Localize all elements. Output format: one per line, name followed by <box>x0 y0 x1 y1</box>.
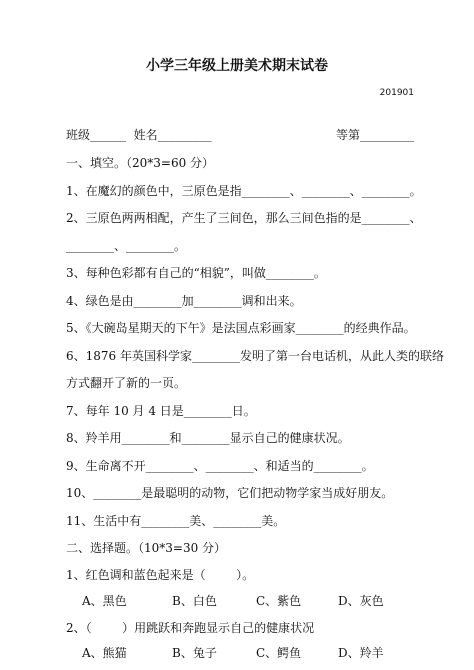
question-1-7: 7、每年 10 月 4 日是________日。 <box>66 403 256 418</box>
rank-field: 等第_________ <box>336 128 415 142</box>
option-2-1-c: C、紫色 <box>256 594 302 608</box>
question-1-4: 4、绿色是由________加________调和出来。 <box>66 293 302 308</box>
option-2-1-b: B、白色 <box>172 594 217 608</box>
question-1-10: 10、________是最聪明的动物，它们把动物学家当成好朋友。 <box>66 486 394 501</box>
question-2-2: 2、（ ）用跳跃和奔跑显示自己的健康状况 <box>66 620 315 635</box>
question-1-2-line1: 2、三原色两两相配，产生了三间色，那么三间色指的是________、 <box>66 211 422 226</box>
option-2-1-a: A、黑色 <box>82 594 127 608</box>
option-2-1-d: D、灰色 <box>338 594 384 608</box>
exam-title: 小学三年级上册美术期末试卷 <box>146 58 328 74</box>
section1-heading: 一、填空。（20*3=60 分） <box>66 155 215 170</box>
option-2-2-a: A、熊猫 <box>82 646 127 660</box>
section2-heading: 二、选择题。（10*3=30 分） <box>66 541 227 555</box>
question-1-1: 1、在魔幻的颜色中，三原色是指________、________、________。 <box>66 183 422 198</box>
class-name-field: 班级______ 姓名_________ <box>66 128 212 142</box>
question-1-11: 11、生活中有________美、________美。 <box>66 513 286 528</box>
question-1-2-line2: ________、________。 <box>66 238 187 253</box>
question-1-9: 9、生命离不开________、________、和适当的________。 <box>66 458 374 473</box>
exam-code: 201901 <box>379 88 414 98</box>
option-2-2-c: C、鳄鱼 <box>256 646 302 660</box>
question-1-3: 3、每种色彩都有自己的“相貌”，叫做________。 <box>66 266 326 281</box>
question-2-1: 1、红色调和蓝色起来是（ ）。 <box>66 567 255 582</box>
question-1-6-line2: 方式翻开了新的一页。 <box>66 376 187 391</box>
question-1-6-line1: 6、1876 年英国科学家________发明了第一台电话机，从此人类的联络 <box>66 348 444 363</box>
option-2-2-b: B、兔子 <box>172 646 217 660</box>
question-1-8: 8、羚羊用________和________显示自己的健康状况。 <box>66 431 350 446</box>
question-1-5: 5、《大碗岛星期天的下午》是法国点彩画家________的经典作品。 <box>66 321 416 336</box>
option-2-2-d: D、羚羊 <box>338 646 384 660</box>
